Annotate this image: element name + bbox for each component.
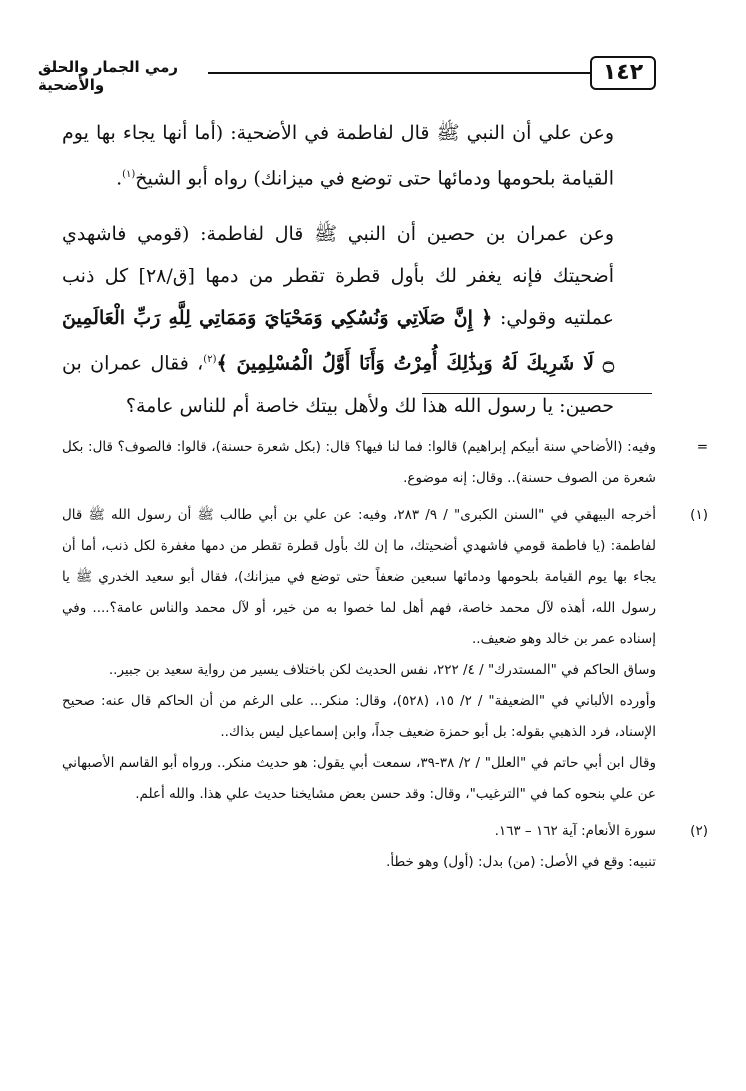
paragraph-text: وعن عمران بن حصين أن النبي ﷺ قال لفاطمة: (قومي فاشهدي أضحيتك فإنه يغفر لك بأول قطرة تقطر من دمها [ق/٢٨] كل ذنب عملتيه وقولي: <box>62 223 615 330</box>
footnote-1 <box>62 500 708 810</box>
main-text <box>62 112 636 427</box>
footnotes <box>62 432 708 878</box>
footnote-continuation <box>62 432 708 494</box>
footnote-text: وقال ابن أبي حاتم في "العلل" / ٢/ ٣٨-٣٩، سمعت أبي يقول: هو حديث منكر.. ورواه أبو القاسم الأصبهاني عن علي بنحوه كما في "الترغيب"، وقال: وقد حسن بعض مشايخنا حديث علي هذا. والله أعلم. <box>62 755 656 802</box>
footnote-text: وساق الحاكم في "المستدرك" / ٤/ ٢٢٢، نفس الحديث لكن باختلاف يسير من رواية سعيد بن جبير.. <box>108 662 656 678</box>
paragraph-text: وعن علي أن النبي ﷺ قال لفاطمة في الأضحية: (أما أنها يجاء بها يوم القيامة بلحومها ودمائها حتى توضع في ميزانك) رواه أبو الشيخ <box>62 122 614 190</box>
footnote-text: أخرجه البيهقي في "السنن الكبرى" / ٩/ ٢٨٣، وفيه: عن علي بن أبي طالب ﷺ أن رسول الله ﷺ قال لفاطمة: (يا فاطمة قومي فاشهدي أضحيتك، ما إن لك بأول قطرة تقطر من دمها مغفرة لكل ذنب، أما أن يجاء بها يوم القيامة بلحومها ودمائها سبعين ضعفاً حتى توضع في ميزانك)، فقال أبو سعيد الخدري ﷺ يا رسول الله، أهذه لآل محمد خاصة، فهم أهل لما خصوا به من خير، أو لآل محمد والناس عامة؟.... وفي إسناده عمر بن خالد وهو ضعيف.. <box>62 507 657 647</box>
footnote-text: وفيه: (الأضاحي سنة أبيكم إبراهيم) قالوا: فما لنا فيها؟ قال: (بكل شعرة حسنة)، قالوا: فالصوف؟ قال: بكل شعرة من الصوف حسنة).. وقال: إنه موضوع. <box>62 439 656 486</box>
quran-verse: ﴿ إِنَّ صَلَاتِي وَنُسُكِي وَمَحْيَايَ وَمَمَاتِي لِلَّهِ رَبِّ الْعَالَمِينَ ۝ لَا شَرِيكَ لَهُ وَبِذَٰلِكَ أُمِرْتُ وَأَنَا أَوَّلُ الْمُسْلِمِينَ ﴾ <box>62 307 615 375</box>
paragraph-imran-hadith <box>62 213 636 426</box>
paragraph-text: ، فقال عمران بن حصين: يا رسول الله هذا لك ولأهل بيتك خاصة أم للناس عامة؟ <box>62 352 614 417</box>
footnote-text: تنبيه: وقع في الأصل: (من) بدل: (أول) وهو خطأ. <box>386 854 656 870</box>
footnote-marker: (٢) <box>690 823 708 839</box>
footnote-text: سورة الأنعام: آية ١٦٢ – ١٦٣. <box>494 823 656 839</box>
footnote-text: وأورده الألباني في "الضعيفة" / ٢/ ١٥، (٥٢٨)، وقال: منكر... على الرغم من أن الحاكم قال عنه: صحيح الإسناد، فرد الذهبي بقوله: بل أبو حمزة ضعيف جداً، وابن إسماعيل ليس بذاك.. <box>62 693 656 740</box>
footnote-ref[interactable]: (١) <box>122 169 136 180</box>
footnote-marker: = <box>696 439 708 455</box>
footnote-2 <box>62 816 708 878</box>
footnote-marker: (١) <box>690 507 708 523</box>
footnote-separator <box>422 393 652 394</box>
paragraph-ali-hadith: وعن علي أن النبي ﷺ قال لفاطمة في الأضحية: (أما أنها يجاء بها يوم القيامة بلحومها ودمائها حتى توضع في ميزانك) رواه أبو الشيخ$^{(١)}$. <box>62 122 614 190</box>
page-header <box>38 56 656 92</box>
chapter-title: رمي الجمار والحلق والأضحية <box>38 58 179 94</box>
header-rule <box>208 72 592 74</box>
page-number: ١٤٢ <box>590 56 656 90</box>
footnote-ref[interactable]: (٢) <box>203 354 217 366</box>
